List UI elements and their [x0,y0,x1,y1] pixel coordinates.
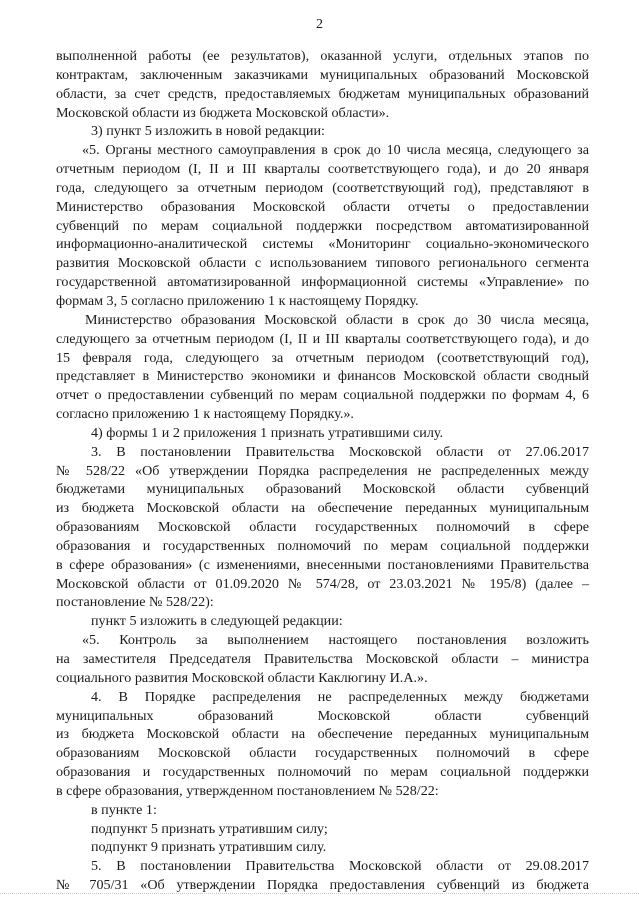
document-body [56,47,589,895]
text-line: Московской области от 01.09.2020 № 574/28, от 23.03.2021 № 195/8) (далее – [56,575,589,592]
text-line: Министерство образования Московской области отчеты о предоставлении [56,198,589,215]
text-line: года, следующего за отчетным периодом (соответствующий год), представляют в [56,179,589,196]
text-line: на заместителя Председателя Правительства Московской области – министра [56,651,589,667]
text-line: субвенций по мерам социальной поддержки посредством автоматизированной [56,217,589,234]
text-line: «5. Контроль за выполнением настоящего постановления возложить [82,632,589,649]
text-line: следующего за отчетным периодом (I, II и III кварталы соответствующего года), и до [56,330,589,347]
text-line: 4. В Порядке распределения не распределенных между бюджетами [91,688,589,705]
page-number: 2 [316,17,323,32]
text-line: в сфере образования, утвержденном постановлением № 528/22: [56,782,439,799]
text-line: образованиям Московской области государственных полномочий в сфере [56,519,589,536]
text-line: подпункт 5 признать утратившим силу; [91,820,328,837]
text-line: образованиям Московской области государственных полномочий в сфере [56,745,589,762]
text-line: области, за счет средств, предоставляемых бюджетам муниципальных образований [56,85,589,102]
text-line: 5. В постановлении Правительства Московской области от 29.08.2017 [91,858,589,875]
text-line: «5. Органы местного самоуправления в срок до 10 числа месяца, следующего за [82,142,589,159]
text-line: № 705/31 «Об утверждении Порядка предоставления субвенций из бюджета [56,877,589,894]
text-line: Московской области из бюджета Московской области». [56,104,390,121]
text-line: государственной автоматизированной информационной системы «Управление» по [56,274,589,291]
text-line: в пункте 1: [91,801,157,818]
text-line: 3. В постановлении Правительства Московской области от 27.06.2017 [91,443,589,460]
text-line: социального развития Московской области Каклюгину И.А.». [56,669,428,686]
text-line: 3) пункт 5 изложить в новой редакции: [91,123,325,140]
text-line: контрактам, заключенным заказчиками муниципальных образований Московской [56,66,589,83]
text-line: 15 февраля года, следующего за отчетным периодом (соответствующий год), [56,349,589,366]
text-line: 4) формы 1 и 2 приложения 1 признать утратившими силу. [91,424,444,441]
text-line: развития Московской области с использованием типового регионального сегмента [56,255,589,272]
text-line: бюджетами муниципальных образований Московской области субвенций [56,481,589,498]
text-line: в сфере образования» (с изменениями, внесенными постановлениями Правительства [56,556,589,573]
text-line: Министерство образования Московской области в срок до 30 числа месяца, [85,311,589,328]
scan-edge-line [0,893,639,895]
text-line: из бюджета Московской области на обеспечение переданных муниципальным [56,500,589,517]
text-line: подпункт 9 признать утратившим силу. [91,839,327,856]
text-line: согласно приложению 1 к настоящему Порядку.». [56,406,354,423]
text-line: муниципальных образований Московской области субвенций [56,707,589,724]
text-line: пункт 5 изложить в следующей редакции: [91,613,343,630]
text-line: выполненной работы (ее результатов), оказанной услуги, отдельных этапов по [56,48,589,64]
text-line: № 528/22 «Об утверждении Порядка распределения не распределенных между [56,462,589,479]
text-line: образования и государственных полномочий по мерам социальной поддержки [56,537,589,554]
text-line: представляет в Министерство экономики и финансов Московской области сводный [56,368,589,385]
text-line: отчет о предоставлении субвенций по мерам социальной поддержки по формам 4, 6 [56,387,589,404]
text-line: образования и государственных полномочий по мерам социальной поддержки [56,764,589,781]
text-line: формам 3, 5 согласно приложению 1 к настоящему Порядку. [56,292,419,309]
text-line: постановление № 528/22): [56,594,214,611]
text-line: информационно-аналитической системы «Мониторинг социально-экономического [56,236,589,253]
text-line: отчетным периодом (I, II и III кварталы соответствующего года), и до 20 января [56,161,589,178]
text-line: из бюджета Московской области на обеспечение переданных муниципальным [56,726,589,743]
